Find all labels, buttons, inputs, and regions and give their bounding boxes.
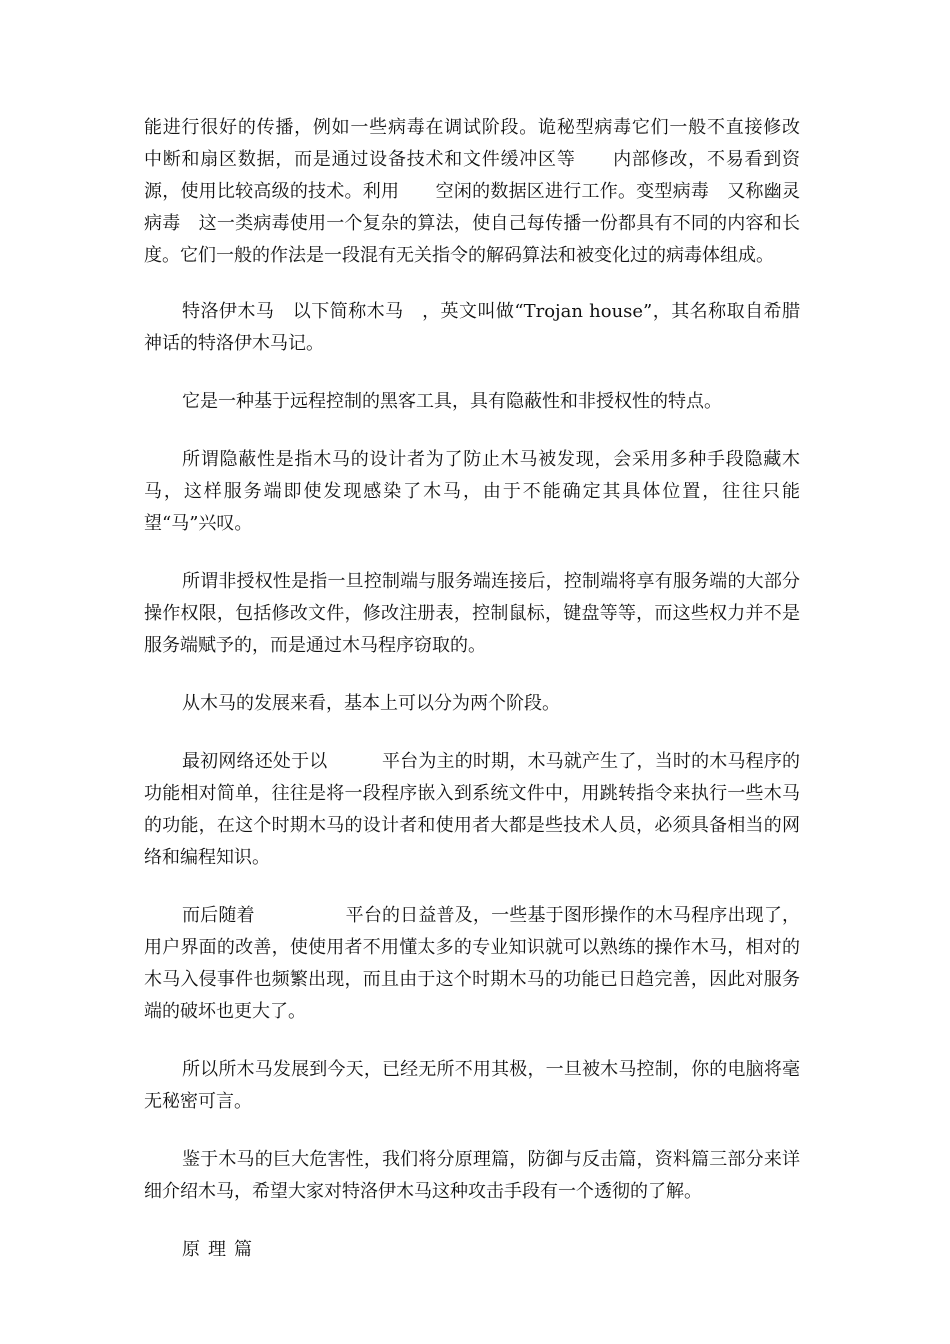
paragraph-series-intro: 鉴于木马的巨大危害性，我们将分原理篇，防御与反击篇，资料篇三部分来详细介绍木马，希望大家对特洛伊木马这种攻击手段有一个透彻的了解。 bbox=[144, 1149, 800, 1202]
paragraph-early-stage: 最初网络还处于以 平台为主的时期，木马就产生了，当时的木马程序的功能相对简单，往往是将一段程序嵌入到系统文件中，用跳转指令来执行一些木马的功能，在这个时期木马的设计者和使用者大都是些技术人员，必须具备相当的网络和编程知识。 bbox=[144, 751, 800, 868]
paragraph-trojan-characteristics: 它是一种基于远程控制的黑客工具，具有隐蔽性和非授权性的特点。 bbox=[182, 391, 722, 412]
section-heading: 原理篇 bbox=[182, 1239, 260, 1260]
paragraph-trojan-definition: 特洛伊木马 以下简称木马 ，英文叫做“Trojan house”，其名称取自希腊神话的特洛伊木马记。 bbox=[144, 301, 800, 354]
paragraph-virus-types: 能进行很好的传播，例如一些病毒在调试阶段。诡秘型病毒它们一般不直接修改 中断和扇区数据，而是通过设备技术和文件缓冲区等 内部修改，不易看到资源，使用比较高级的技术。利用 空闲的数据区进行工作。变型病毒 又称幽灵病毒 这一类病毒使用一个复杂的算法，使自己每传播一份都具有不同的内容和长度。它们一般的作法是一段混有无关指令的解码算法和被变化过的病毒体组成。 bbox=[144, 117, 836, 266]
paragraph-unauthorized: 所谓非授权性是指一旦控制端与服务端连接后，控制端将享有服务端的大部分操作权限，包括修改文件，修改注册表，控制鼠标，键盘等等，而这些权力并不是服务端赋予的，而是通过木马程序窃取的。 bbox=[144, 571, 800, 656]
paragraph-later-stage: 而后随着 平台的日益普及，一些基于图形操作的木马程序出现了，用户界面的改善，使使用者不用懂太多的专业知识就可以熟练的操作木马，相对的木马入侵事件也频繁出现，而且由于这个时期木马的功能已日趋完善，因此对服务端的破坏也更大了。 bbox=[144, 905, 800, 1022]
document-body bbox=[144, 112, 836, 1266]
paragraph-today: 所以所木马发展到今天，已经无所不用其极，一旦被木马控制，你的电脑将毫无秘密可言。 bbox=[144, 1059, 800, 1112]
paragraph-development-stages: 从木马的发展来看，基本上可以分为两个阶段。 bbox=[182, 693, 560, 714]
paragraph-concealment: 所谓隐蔽性是指木马的设计者为了防止木马被发现，会采用多种手段隐藏木马，这样服务端即使发现感染了木马，由于不能确定其具体位置，往往只能望“马”兴叹。 bbox=[144, 449, 800, 534]
